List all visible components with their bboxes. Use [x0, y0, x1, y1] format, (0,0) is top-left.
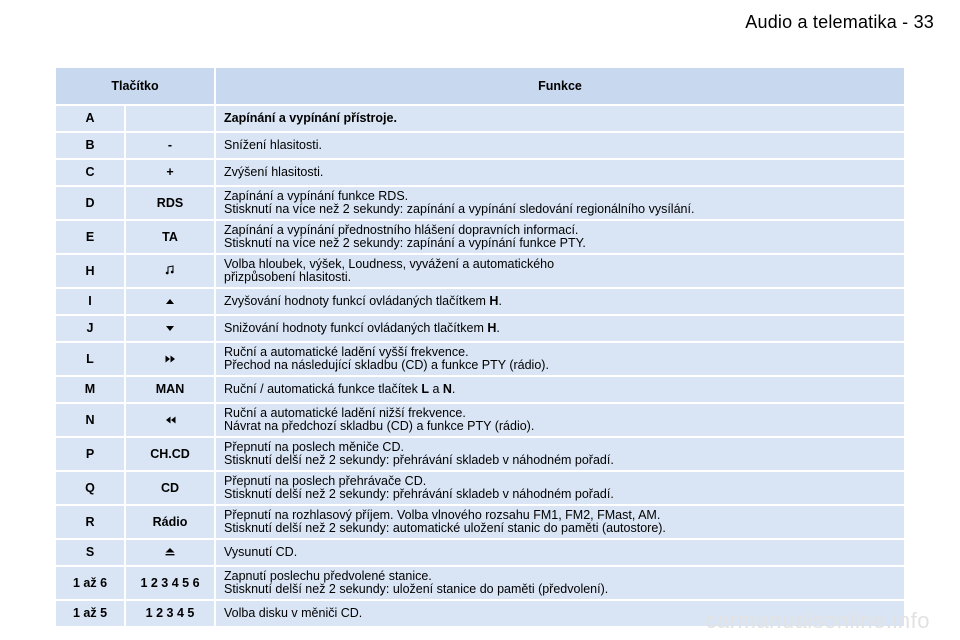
row-key: E	[56, 221, 126, 253]
row-symbol: MAN	[126, 377, 216, 402]
row-symbol	[126, 255, 216, 287]
description-line: Stisknutí delší než 2 sekundy: automatické uložení stanic do paměti (autostore).	[224, 521, 666, 535]
description-line: Stisknutí delší než 2 sekundy: uložení stanice do paměti (předvolení).	[224, 582, 609, 596]
row-symbol: RDS	[126, 187, 216, 219]
row-key: I	[56, 289, 126, 314]
table-row	[56, 187, 904, 219]
row-symbol: Rádio	[126, 506, 216, 538]
row-key: S	[56, 540, 126, 565]
table-row	[56, 255, 904, 287]
arrow-up-icon	[165, 295, 175, 308]
row-description	[216, 472, 904, 504]
button-function-table	[56, 66, 904, 628]
description-line: Snižování hodnoty funkcí ovládaných tlačítkem H.	[224, 321, 500, 335]
row-description	[216, 160, 904, 185]
row-description	[216, 221, 904, 253]
description-line: Zapínání a vypínání funkce RDS.	[224, 189, 409, 203]
row-description	[216, 377, 904, 402]
description-line: Návrat na předchozí skladbu (CD) a funkce PTY (rádio).	[224, 419, 535, 433]
description-line: Přepnutí na poslech přehrávače CD.	[224, 474, 427, 488]
description-line: Zvyšování hodnoty funkcí ovládaných tlačítkem H.	[224, 294, 502, 308]
row-key: R	[56, 506, 126, 538]
row-description	[216, 404, 904, 436]
description-line: Stisknutí na více než 2 sekundy: zapínání a vypínání sledování regionálního vysílání.	[224, 202, 695, 216]
row-symbol: 1 2 3 4 5	[126, 601, 216, 626]
row-key: L	[56, 343, 126, 375]
description-line: přizpůsobení hlasitosti.	[224, 270, 352, 284]
page-title: Audio a telematika - 33	[745, 12, 934, 32]
row-description	[216, 540, 904, 565]
table-row	[56, 289, 904, 314]
row-symbol	[126, 343, 216, 375]
description-line: Zapínání a vypínání přednostního hlášení dopravních informací.	[224, 223, 579, 237]
row-description	[216, 187, 904, 219]
description-line: Přechod na následující skladbu (CD) a funkce PTY (rádio).	[224, 358, 549, 372]
row-key: Q	[56, 472, 126, 504]
table-row	[56, 404, 904, 436]
row-key: C	[56, 160, 126, 185]
row-key: D	[56, 187, 126, 219]
row-symbol: CH.CD	[126, 438, 216, 470]
table-row	[56, 343, 904, 375]
row-symbol	[126, 404, 216, 436]
row-key: P	[56, 438, 126, 470]
table-row	[56, 160, 904, 185]
row-description	[216, 106, 904, 131]
row-symbol	[126, 540, 216, 565]
rewind-icon	[165, 414, 176, 427]
table-row	[56, 506, 904, 538]
table-row	[56, 540, 904, 565]
table-row	[56, 106, 904, 131]
row-key: H	[56, 255, 126, 287]
description-line: Zvýšení hlasitosti.	[224, 165, 324, 179]
arrow-down-icon	[165, 322, 175, 335]
table-row	[56, 472, 904, 504]
row-symbol	[126, 106, 216, 131]
row-description	[216, 438, 904, 470]
column-header-function: Funkce	[216, 68, 904, 104]
row-symbol	[126, 316, 216, 341]
eject-icon	[164, 546, 176, 559]
row-key: 1 až 6	[56, 567, 126, 599]
row-description	[216, 289, 904, 314]
table-row	[56, 438, 904, 470]
description-line: Vysunutí CD.	[224, 545, 298, 559]
row-symbol: CD	[126, 472, 216, 504]
description-line: Ruční / automatická funkce tlačítek L a N.	[224, 382, 456, 396]
row-description	[216, 506, 904, 538]
row-symbol: -	[126, 133, 216, 158]
description-line: Přepnutí na rozhlasový příjem. Volba vlnového rozsahu FM1, FM2, FMast, AM.	[224, 508, 661, 522]
watermark: carmanualsonline.info	[705, 608, 930, 633]
description-line: Stisknutí na více než 2 sekundy: zapínání a vypínání funkce PTY.	[224, 236, 586, 250]
row-description	[216, 343, 904, 375]
table-row	[56, 377, 904, 402]
description-line: Stisknutí delší než 2 sekundy: přehrávání skladeb v náhodném pořadí.	[224, 453, 614, 467]
table-row	[56, 316, 904, 341]
description-line: Přepnutí na poslech měniče CD.	[224, 440, 404, 454]
description-line: Zapnutí poslechu předvolené stanice.	[224, 569, 432, 583]
music-note-icon	[165, 265, 175, 278]
row-key: B	[56, 133, 126, 158]
row-symbol	[126, 289, 216, 314]
description-line: Ruční a automatické ladění vyšší frekvence.	[224, 345, 469, 359]
description-line: Volba disku v měniči CD.	[224, 606, 363, 620]
description-line: Snížení hlasitosti.	[224, 138, 322, 152]
row-symbol: TA	[126, 221, 216, 253]
row-symbol: +	[126, 160, 216, 185]
row-description	[216, 316, 904, 341]
row-key: M	[56, 377, 126, 402]
fast-forward-icon	[165, 353, 176, 366]
row-key: 1 až 5	[56, 601, 126, 626]
row-description	[216, 133, 904, 158]
description-line: Volba hloubek, výšek, Loudness, vyvážení a automatického	[224, 257, 555, 271]
row-key: N	[56, 404, 126, 436]
table-row	[56, 567, 904, 599]
row-symbol: 1 2 3 4 5 6	[126, 567, 216, 599]
row-key: J	[56, 316, 126, 341]
column-header-button: Tlačítko	[56, 68, 216, 104]
description-line: Ruční a automatické ladění nižší frekvence.	[224, 406, 466, 420]
row-key: A	[56, 106, 126, 131]
description-line: Zapínání a vypínání přístroje.	[224, 111, 397, 125]
row-description	[216, 255, 904, 287]
table-row	[56, 221, 904, 253]
row-description	[216, 567, 904, 599]
table-row	[56, 133, 904, 158]
table-header-row	[56, 68, 904, 104]
description-line: Stisknutí delší než 2 sekundy: přehrávání skladeb v náhodném pořadí.	[224, 487, 614, 501]
